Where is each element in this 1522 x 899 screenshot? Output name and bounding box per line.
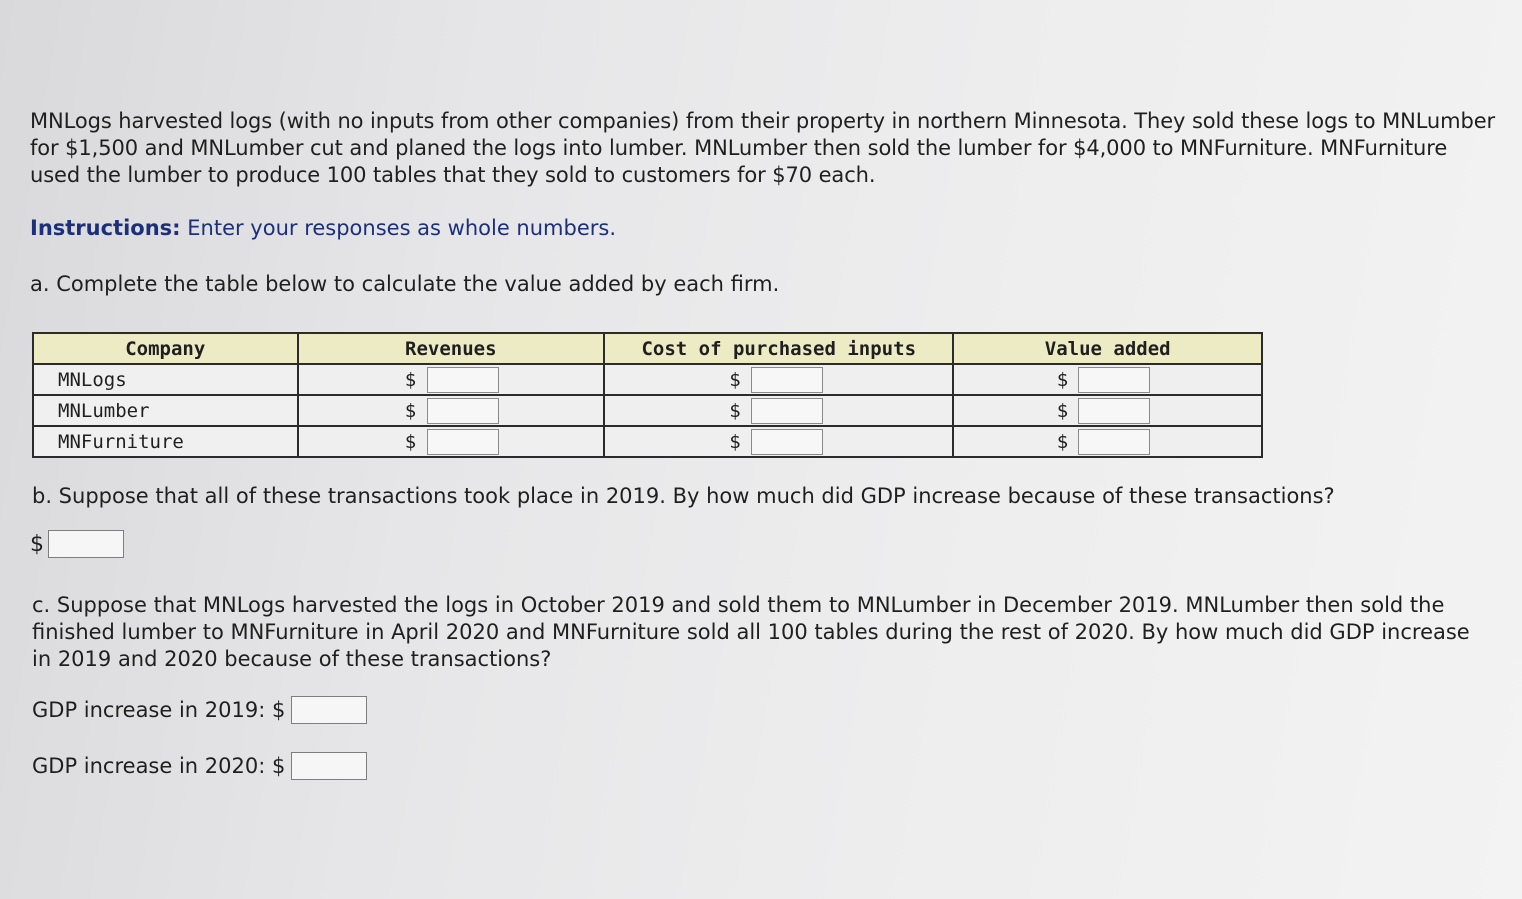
cost-cell	[604, 364, 953, 395]
cost-input[interactable]	[751, 367, 823, 393]
value-added-input[interactable]	[1078, 429, 1150, 455]
company-name: MNLumber	[33, 395, 298, 426]
revenue-cell	[298, 364, 605, 395]
table-row	[33, 426, 1262, 457]
cost-input[interactable]	[751, 398, 823, 424]
value-added-input[interactable]	[1078, 398, 1150, 424]
question-b: b. Suppose that all of these transactions took place in 2019. By how much did GDP increase because of these transactions?	[32, 484, 1335, 508]
header-company: Company	[33, 333, 298, 364]
cost-cell	[604, 426, 953, 457]
table-row	[33, 364, 1262, 395]
dollar-sign: $	[729, 430, 741, 453]
dollar-sign: $	[1056, 399, 1069, 422]
header-revenues: Revenues	[298, 333, 605, 364]
value-added-table	[32, 332, 1263, 458]
gdp-2020-input[interactable]	[291, 752, 367, 780]
revenue-input[interactable]	[427, 429, 499, 455]
gdp-2020-row	[32, 752, 367, 780]
problem-intro: MNLogs harvested logs (with no inputs from other companies) from their property in northern Minnesota. They sold these logs to MNLumber for $1,500 and MNLumber cut and planed the logs into lumber. MNLumber then sold the lumber for $4,000 to MNFurniture. MNFurniture used the lumber to produce 100 tables that they sold to customers for $70 each.	[30, 109, 1496, 187]
answer-b-input[interactable]	[48, 530, 124, 558]
gdp-2019-label: GDP increase in 2019: $	[32, 698, 286, 722]
dollar-sign: $	[404, 399, 417, 422]
instructions-text: Enter your responses as whole numbers.	[180, 216, 617, 240]
instructions	[30, 216, 616, 240]
revenue-input[interactable]	[427, 367, 499, 393]
revenue-cell	[298, 426, 605, 457]
cost-input[interactable]	[751, 429, 823, 455]
header-cost-inputs: Cost of purchased inputs	[604, 333, 953, 364]
cost-cell	[604, 395, 953, 426]
value-added-input[interactable]	[1078, 367, 1150, 393]
question-a: a. Complete the table below to calculate the value added by each firm.	[30, 272, 780, 296]
company-name: MNLogs	[33, 364, 298, 395]
value-added-cell	[953, 426, 1262, 457]
gdp-2020-label: GDP increase in 2020: $	[32, 754, 286, 778]
dollar-sign: $	[404, 430, 417, 453]
table-header-row	[33, 333, 1262, 364]
dollar-sign: $	[729, 368, 741, 391]
dollar-sign: $	[729, 399, 741, 422]
dollar-sign: $	[1056, 368, 1069, 391]
dollar-sign: $	[1056, 430, 1069, 453]
company-name: MNFurniture	[33, 426, 298, 457]
header-value-added: Value added	[953, 333, 1262, 364]
table-row	[33, 395, 1262, 426]
instructions-label: Instructions:	[30, 216, 181, 240]
question-c: c. Suppose that MNLogs harvested the logs in October 2019 and sold them to MNLumber in December 2019. MNLumber then sold the finished lumber to MNFurniture in April 2020 and MNFurniture sold all 100 tables during the rest of 2020. By how much did GDP increase in 2019 and 2020 because of these transactions?	[32, 593, 1470, 671]
revenue-input[interactable]	[427, 398, 499, 424]
gdp-2019-row	[32, 696, 367, 724]
dollar-sign: $	[404, 368, 417, 391]
answer-b-dollar: $	[30, 531, 44, 557]
gdp-2019-input[interactable]	[291, 696, 367, 724]
answer-b-row	[30, 530, 124, 558]
value-added-cell	[953, 395, 1262, 426]
revenue-cell	[298, 395, 605, 426]
value-added-cell	[953, 364, 1262, 395]
